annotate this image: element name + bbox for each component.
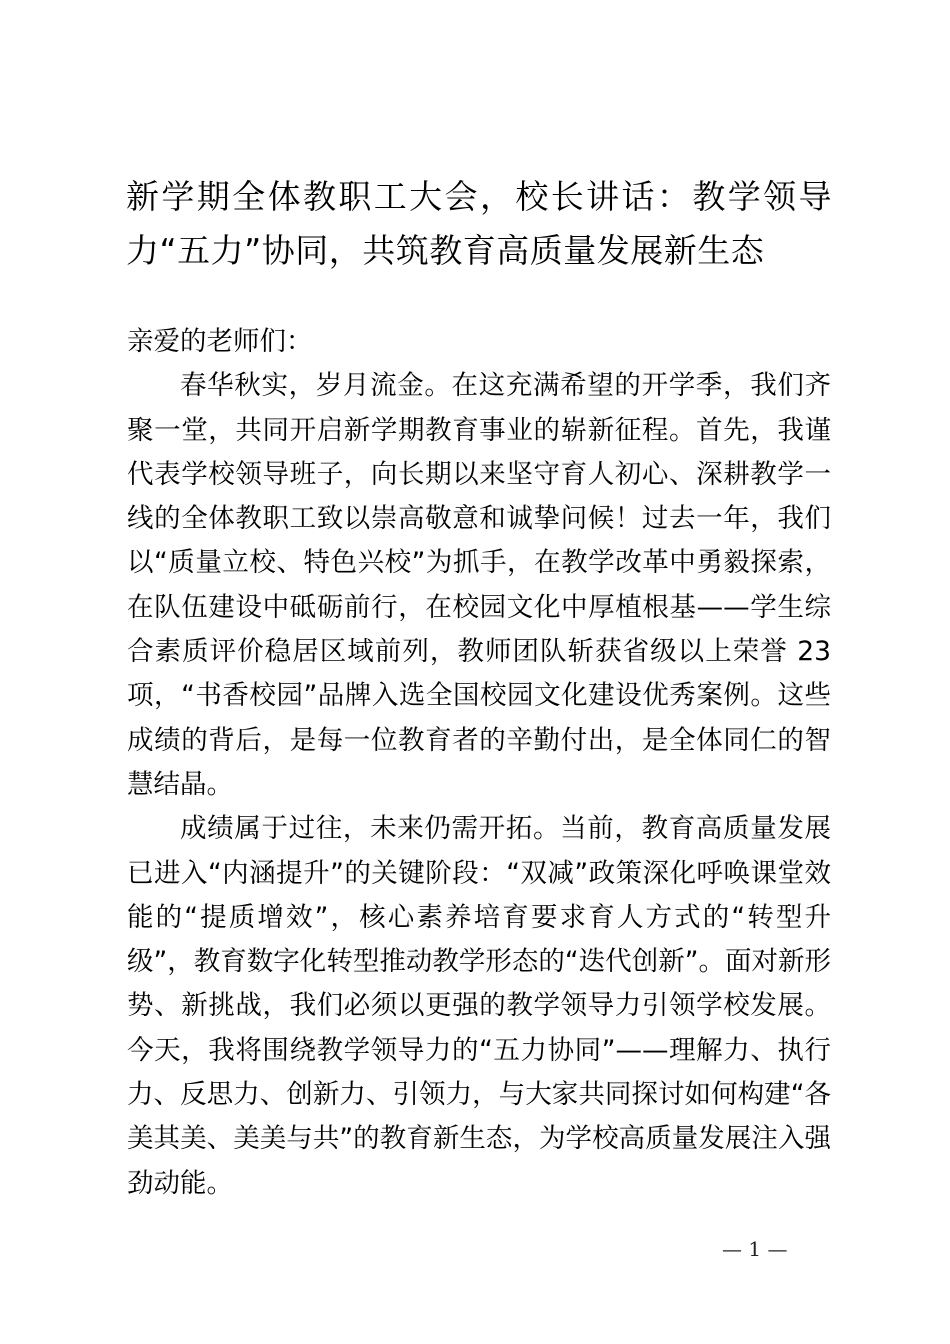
document-body [127,320,831,1206]
document-title: 新学期全体教职工大会，校长讲话：教学领导力“五力”协同，共筑教育高质量发展新生态 [126,177,832,270]
paragraph: 春华秋实，岁月流金。在这充满希望的开学季，我们齐聚一堂，共同开启新学期教育事业的崭新征程。首先，我谨代表学校领导班子，向长期以来坚守育人初心、深耕教学一线的全体教职工致以崇高敬意和诚挚问候！过去一年，我们以“质量立校、特色兴校”为抓手，在教学改革中勇毅探索，在队伍建设中砥砺前行，在校园文化中厚植根基——学生综合素质评价稳居区域前列，教师团队斩获省级以上荣誉 23 项，“书香校园”品牌入选全国校园文化建设优秀案例。这些成绩的背后，是每一位教育者的辛勤付出，是全体同仁的智慧结晶。 [127,370,831,800]
salutation: 亲爱的老师们： [127,326,313,357]
page-number: — 1 — [722,1237,788,1261]
paragraph: 成绩属于过往，未来仍需开拓。当前，教育高质量发展已进入“内涵提升”的关键阶段：“双减”政策深化呼唤课堂效能的“提质增效”，核心素养培育要求育人方式的“转型升级”，教育数字化转型推动教学形态的“迭代创新”。面对新形势、新挑战，我们必须以更强的教学领导力引领学校发展。今天，我将围绕教学领导力的“五力协同”——理解力、执行力、反思力、创新力、引领力，与大家共同探讨如何构建“各美其美、美美与共”的教育新生态，为学校高质量发展注入强劲动能。 [127,813,831,1199]
